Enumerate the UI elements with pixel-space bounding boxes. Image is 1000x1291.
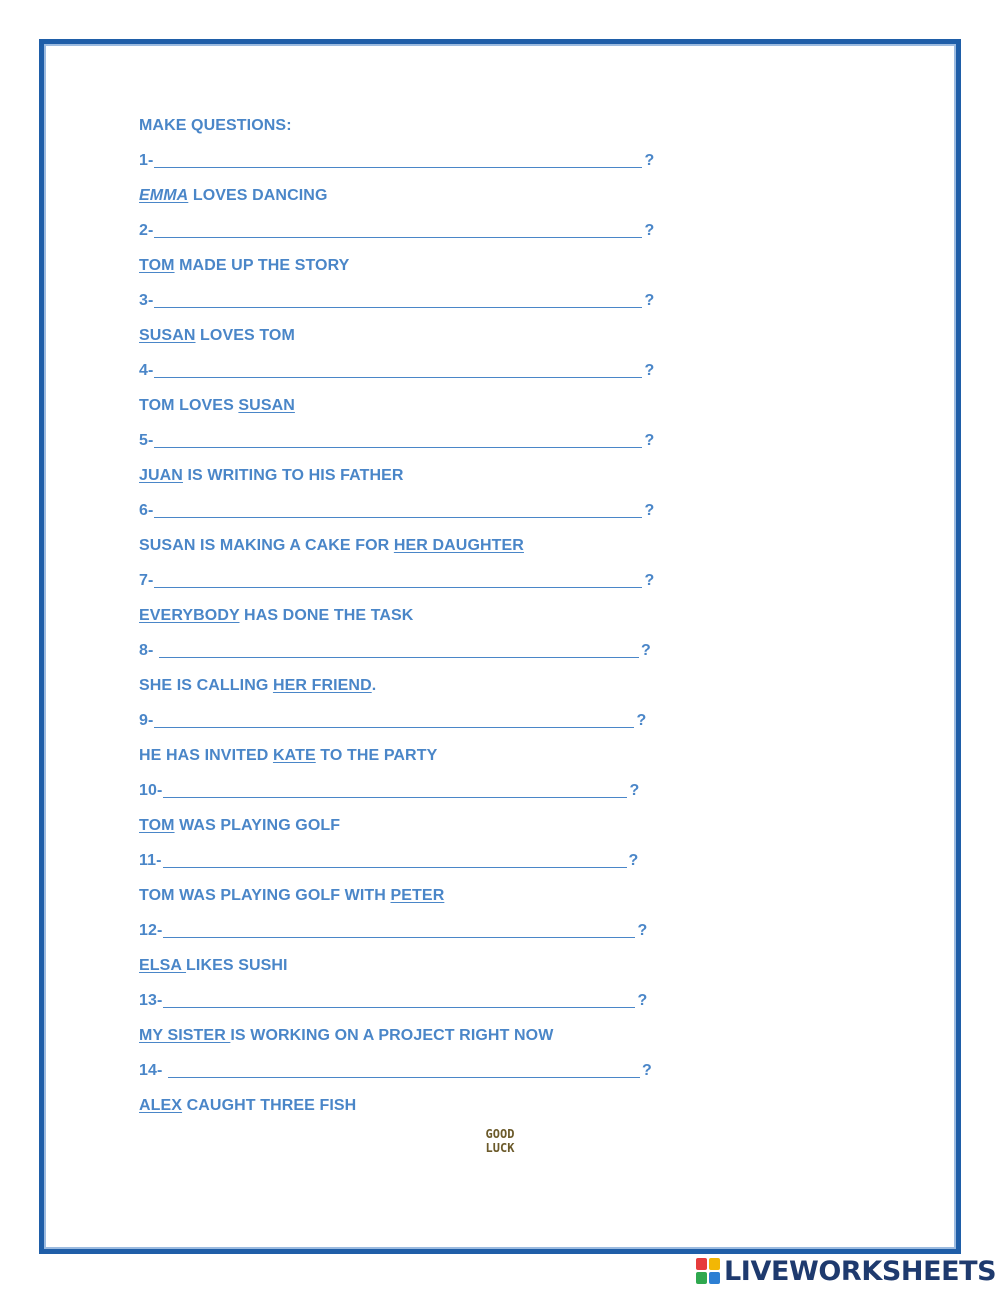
answer-blank[interactable] (154, 167, 642, 168)
question-number: 5- (139, 432, 154, 449)
answer-blank[interactable] (154, 587, 642, 588)
brand-tile (696, 1272, 707, 1284)
answer-line (139, 221, 699, 241)
prompt-sentence (139, 326, 699, 346)
question-mark: ? (640, 642, 651, 659)
liveworksheets-brand (696, 1256, 996, 1286)
answer-blank[interactable] (154, 517, 642, 518)
prompt-sentence (139, 466, 699, 486)
sentence-text: HAS DONE THE TASK (239, 607, 414, 624)
question-number: 14- (139, 1062, 167, 1079)
question-number: 6- (139, 502, 154, 519)
answer-line (139, 571, 699, 591)
answer-blank[interactable] (163, 1007, 635, 1008)
prompt-sentence (139, 746, 699, 766)
brand-name: LIVEWORKSHEETS (724, 1255, 997, 1287)
question-number: 10- (139, 782, 163, 799)
question-number: 2- (139, 222, 154, 239)
question-mark: ? (628, 852, 639, 869)
answer-line (139, 711, 699, 731)
answer-blank[interactable] (159, 657, 639, 658)
underlined-target: ALEX (139, 1097, 183, 1114)
prompt-sentence (139, 1096, 699, 1116)
underlined-target: JUAN (139, 467, 183, 484)
answer-line (139, 501, 699, 521)
sentence-text: WAS PLAYING GOLF (174, 817, 341, 834)
question-mark: ? (636, 712, 647, 729)
sentence-text: HE HAS INVITED (139, 747, 273, 764)
answer-line (139, 991, 699, 1011)
prompt-sentence (139, 186, 699, 206)
sentence-text: IS WRITING TO HIS FATHER (182, 467, 404, 484)
question-mark: ? (644, 362, 655, 379)
underlined-target: KATE (272, 747, 316, 764)
prompt-sentence (139, 536, 699, 556)
sentence-text: TO THE PARTY (315, 747, 438, 764)
answer-line (139, 851, 699, 871)
underlined-target: ELSA (139, 957, 187, 974)
answer-blank[interactable] (154, 727, 634, 728)
prompt-sentence (139, 816, 699, 836)
prompt-sentence (139, 256, 699, 276)
sentence-text: CAUGHT THREE FISH (182, 1097, 357, 1114)
question-mark: ? (644, 292, 655, 309)
answer-line (139, 1061, 699, 1081)
question-mark: ? (644, 432, 655, 449)
question-number: 11- (139, 852, 162, 869)
question-mark: ? (629, 782, 640, 799)
underlined-target: PETER (390, 887, 445, 904)
brand-tile (696, 1258, 707, 1270)
question-mark: ? (637, 922, 648, 939)
sentence-text: . (371, 677, 377, 694)
prompt-sentence (139, 396, 699, 416)
question-number: 9- (139, 712, 154, 729)
answer-blank[interactable] (154, 447, 642, 448)
underlined-target: TOM (139, 257, 175, 274)
sentence-text: TOM WAS PLAYING GOLF WITH (139, 887, 391, 904)
answer-line (139, 431, 699, 451)
brand-logo-icon (696, 1258, 720, 1284)
answer-blank[interactable] (154, 237, 642, 238)
answer-line (139, 781, 699, 801)
prompt-sentence (139, 956, 699, 976)
question-number: 1- (139, 152, 154, 169)
sentence-text: LOVES DANCING (188, 187, 328, 204)
underlined-target: MY SISTER (139, 1027, 231, 1044)
answer-blank[interactable] (154, 377, 642, 378)
answer-blank[interactable] (154, 307, 642, 308)
answer-line (139, 151, 699, 171)
question-number: 13- (139, 992, 163, 1009)
underlined-target: EVERYBODY (139, 607, 240, 624)
underlined-target: HER DAUGHTER (393, 537, 524, 554)
sentence-text: SHE IS CALLING (139, 677, 273, 694)
question-mark: ? (637, 992, 648, 1009)
prompt-sentence (139, 606, 699, 626)
sentence-text: SUSAN IS MAKING A CAKE FOR (139, 537, 394, 554)
question-list (139, 151, 699, 1116)
question-mark: ? (644, 502, 655, 519)
logo-line-2: LUCK (485, 1141, 515, 1155)
question-number: 4- (139, 362, 154, 379)
logo-line-1: GOOD (485, 1127, 515, 1141)
question-mark: ? (644, 572, 655, 589)
answer-line (139, 921, 699, 941)
question-number: 12- (139, 922, 163, 939)
answer-blank[interactable] (168, 1077, 640, 1078)
good-luck-logo (472, 1127, 528, 1159)
sentence-text: LIKES SUSHI (186, 957, 288, 974)
sentence-text: LOVES TOM (195, 327, 295, 344)
question-number: 3- (139, 292, 154, 309)
sentence-text: IS WORKING ON A PROJECT RIGHT NOW (230, 1027, 554, 1044)
answer-blank[interactable] (163, 867, 627, 868)
worksheet-heading: MAKE QUESTIONS: (139, 117, 292, 134)
question-mark: ? (641, 1062, 652, 1079)
answer-line (139, 641, 699, 661)
question-number: 8- (139, 642, 158, 659)
brand-tile (709, 1272, 720, 1284)
sentence-text: MADE UP THE STORY (174, 257, 350, 274)
prompt-sentence (139, 676, 699, 696)
worksheet (139, 116, 699, 1131)
answer-blank[interactable] (163, 797, 627, 798)
question-mark: ? (644, 152, 655, 169)
underlined-target: SUSAN (139, 327, 196, 344)
underlined-target: HER FRIEND (272, 677, 372, 694)
prompt-sentence (139, 1026, 699, 1046)
answer-blank[interactable] (163, 937, 635, 938)
underlined-target: SUSAN (238, 397, 295, 414)
underlined-target: TOM (139, 817, 175, 834)
brand-tile (709, 1258, 720, 1270)
underlined-target: EMMA (139, 187, 189, 204)
sentence-text: TOM LOVES (139, 397, 239, 414)
answer-line (139, 361, 699, 381)
answer-line (139, 291, 699, 311)
prompt-sentence (139, 886, 699, 906)
question-number: 7- (139, 572, 154, 589)
question-mark: ? (644, 222, 655, 239)
